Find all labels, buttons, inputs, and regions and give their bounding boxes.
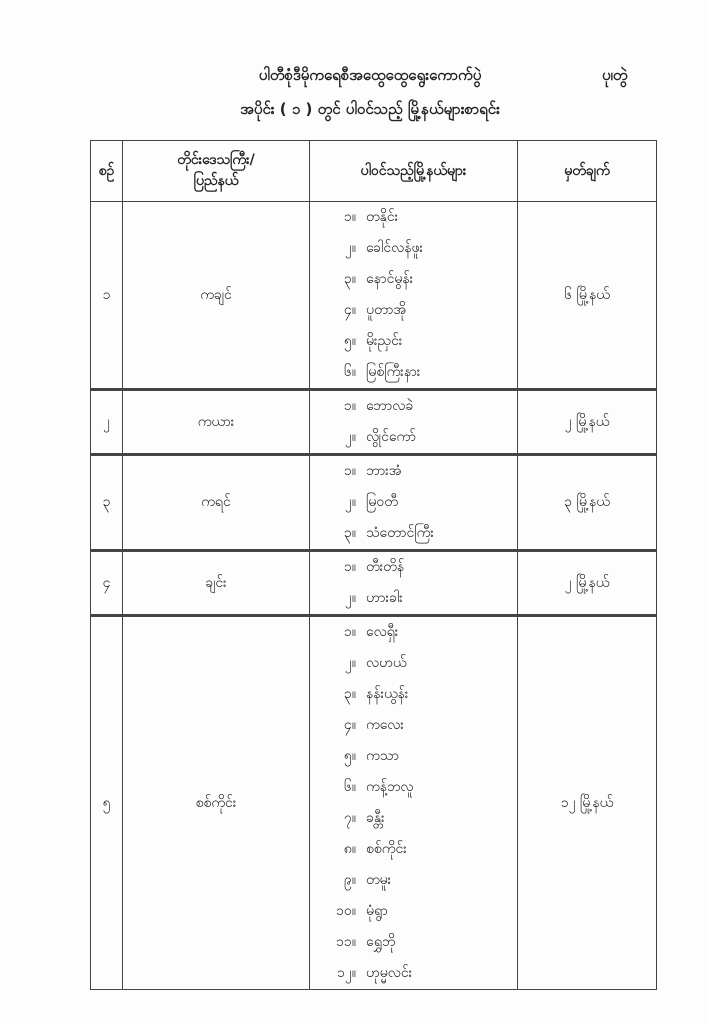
item-num: ၇။ <box>343 810 356 826</box>
document-tag: ပု၊တွဲ <box>602 66 628 84</box>
row-no: ၃ <box>91 455 123 551</box>
item-num: ၁။ <box>343 559 356 575</box>
item-num: ၂။ <box>344 655 356 671</box>
item-num: ၁၀။ <box>336 903 356 919</box>
item-num: ၂။ <box>344 429 356 445</box>
list-item <box>318 518 517 549</box>
list-item <box>318 958 517 989</box>
list-item <box>318 202 517 233</box>
item-num: ၃။ <box>343 525 356 541</box>
row-no: ၂ <box>91 390 123 455</box>
item-num: ၁။ <box>343 624 356 640</box>
table-row <box>91 551 657 616</box>
list-item <box>318 487 517 518</box>
list-item <box>318 741 517 772</box>
list-item <box>318 295 517 326</box>
table-row <box>91 455 657 551</box>
item-num: ၁၂။ <box>337 965 356 981</box>
item-name: တနိုင်း <box>366 209 399 225</box>
item-name: နန်းယွန်း <box>366 686 409 702</box>
table-row <box>91 202 657 390</box>
item-name: မြစ်ကြီးနား <box>366 364 421 380</box>
list-item <box>318 264 517 295</box>
list-item <box>318 834 517 865</box>
item-num: ၄။ <box>343 717 356 733</box>
item-num: ၆။ <box>343 779 356 795</box>
row-no: ၁ <box>91 202 123 390</box>
header-region <box>123 141 310 202</box>
item-num: ၁။ <box>343 209 356 225</box>
list-item <box>318 865 517 896</box>
list-item <box>318 679 517 710</box>
item-name: သံတောင်ကြီး <box>366 525 434 541</box>
row-remark: ၃ မြို့နယ် <box>518 455 657 551</box>
item-name: ကန့်ဘလူ <box>366 779 414 795</box>
row-region: ကယား <box>123 390 310 455</box>
row-townships <box>310 202 518 390</box>
item-num: ၁။ <box>343 398 356 414</box>
header-no: စဉ် <box>91 141 123 202</box>
row-townships <box>310 551 518 616</box>
item-name: ကသာ <box>366 748 399 764</box>
item-name: ခေါင်လန်ဖူး <box>366 240 424 256</box>
list-item <box>318 357 517 388</box>
document-subtitle: အပိုင်း ( ၁ ) တွင် ပါဝင်သည့် မြို့နယ်များစာရင်း <box>240 100 500 118</box>
header-remark: မှတ်ချက် <box>518 141 657 202</box>
item-name: ဟားခါး <box>366 590 403 606</box>
item-name: လေရှီး <box>366 624 399 640</box>
township-table <box>90 140 657 990</box>
item-name: ဘောလခဲ <box>366 398 414 414</box>
list-item <box>318 326 517 357</box>
item-num: ၃။ <box>343 686 356 702</box>
item-name: မြဝတီ <box>366 494 398 510</box>
item-name: တမူး <box>366 872 392 888</box>
item-name: တီးတိန် <box>366 559 405 575</box>
row-townships <box>310 390 518 455</box>
row-region: ချင်း <box>123 551 310 616</box>
item-name: ဘားအံ <box>366 463 402 479</box>
item-num: ၁၁။ <box>336 934 356 950</box>
table-row <box>91 390 657 455</box>
item-num: ၅။ <box>343 333 356 349</box>
item-name: လွိုင်ကော် <box>366 429 416 445</box>
list-item <box>318 422 517 453</box>
list-item <box>318 456 517 487</box>
row-remark: ၆ မြို့နယ် <box>518 202 657 390</box>
header-townships: ပါဝင်သည့်မြို့နယ်များ <box>310 141 518 202</box>
document-title: ပါတီစုံဒီမိုကရေစီအထွေထွေရွေးကောက်ပွဲ <box>258 66 482 84</box>
item-num: ၆။ <box>343 364 356 380</box>
row-region: ကရင် <box>123 455 310 551</box>
item-name: နောင်မွန်း <box>366 271 414 287</box>
row-townships <box>310 455 518 551</box>
item-name: ကလေး <box>366 717 404 733</box>
header-region-label: တိုင်းဒေသကြီး/ ပြည်နယ် <box>177 152 255 189</box>
list-item <box>318 772 517 803</box>
list-item <box>318 648 517 679</box>
item-name: မိုးညှင်း <box>366 333 403 349</box>
item-name: မုံရွာ <box>366 903 388 919</box>
list-item <box>318 391 517 422</box>
list-item <box>318 927 517 958</box>
item-name: ဟုမ္မလင်း <box>366 965 413 981</box>
item-num: ၅။ <box>343 748 356 764</box>
list-item <box>318 803 517 834</box>
item-num: ၉။ <box>343 872 356 888</box>
item-name: ရွှေဘို <box>366 934 396 950</box>
list-item <box>318 233 517 264</box>
item-num: ၃။ <box>343 271 356 287</box>
row-townships <box>310 616 518 990</box>
item-num: ၂။ <box>344 240 356 256</box>
item-name: ပူတာအို <box>366 302 407 318</box>
row-no: ၄ <box>91 551 123 616</box>
item-num: ၄။ <box>343 302 356 318</box>
row-no: ၅ <box>91 616 123 990</box>
item-num: ၈။ <box>343 841 356 857</box>
table-row <box>91 616 657 990</box>
list-item <box>318 896 517 927</box>
row-remark: ၁၂ မြို့နယ် <box>518 616 657 990</box>
list-item <box>318 710 517 741</box>
item-name: စစ်ကိုင်း <box>366 841 407 857</box>
item-name: လဟယ် <box>366 655 407 671</box>
list-item <box>318 552 517 583</box>
list-item <box>318 583 517 614</box>
table-header-row <box>91 141 657 202</box>
row-region: ကချင် <box>123 202 310 390</box>
row-remark: ၂ မြို့နယ် <box>518 390 657 455</box>
item-num: ၂။ <box>344 494 356 510</box>
item-num: ၂။ <box>344 590 356 606</box>
list-item <box>318 617 517 648</box>
item-name: ခန္တီး <box>366 810 385 826</box>
item-num: ၁။ <box>343 463 356 479</box>
row-remark: ၂ မြို့နယ် <box>518 551 657 616</box>
row-region: စစ်ကိုင်း <box>123 616 310 990</box>
